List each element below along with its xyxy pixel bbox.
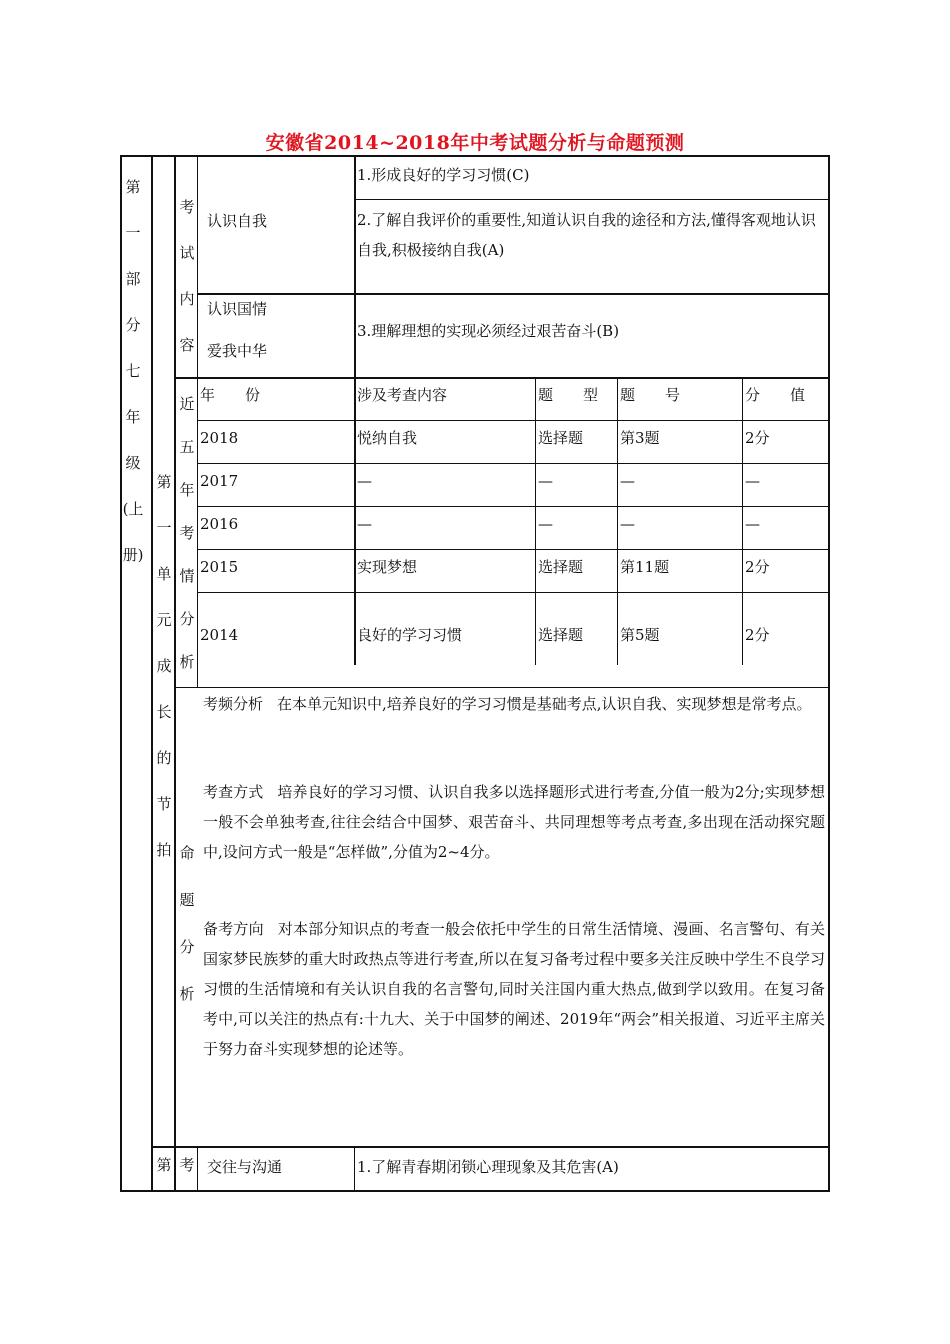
row-line	[151, 1146, 830, 1148]
row-line	[197, 420, 830, 421]
exam-item-2: 2.了解自我评价的重要性,知道认识自我的途径和方法,懂得客观地认识自我,积极接纳自我(A)	[357, 211, 816, 259]
col-line-topic	[354, 157, 356, 665]
freq-text: 在本单元知识中,培养良好的学习习惯是基础考点,认识自我、实现梦想是常考点。	[277, 695, 812, 713]
topic-nation-2: 爱我中华	[207, 342, 268, 360]
method-label: 考查方式	[203, 783, 264, 801]
row-line	[174, 377, 830, 379]
part-label: 第 一 部 分 七 年 级 (上 册)	[122, 178, 144, 564]
header-type: 题 型	[538, 386, 599, 404]
exam-method	[203, 777, 825, 867]
header-number: 题 号	[620, 386, 681, 404]
analysis-label: 命 题 分 析	[179, 844, 195, 1003]
next-topic: 交往与沟通	[207, 1158, 283, 1176]
header-score: 分 值	[745, 386, 806, 404]
header-year: 年 份	[200, 386, 261, 404]
method-text: 培养良好的学习习惯、认识自我多以选择题形式进行考查,分值一般为2分;实现梦想一般不会单独考查,往往会结合中国梦、艰苦奋斗、共同理想等考点考查,多出现在活动探究题中,设问方式一般是“怎样做”,分值为2~4分。	[203, 783, 825, 861]
unit-label: 第 一 单 元 成 长 的 节 拍	[156, 473, 172, 859]
exam-item-3: 3.理解理想的实现必须经过艰苦奋斗(B)	[357, 322, 620, 340]
topic-nation-1: 认识国情	[207, 300, 268, 318]
prep-direction	[203, 914, 825, 1064]
row-line	[197, 506, 830, 507]
topic-self: 认识自我	[207, 212, 268, 230]
prep-label: 备考方向	[203, 920, 264, 938]
next-unit-label: 考	[179, 1156, 195, 1174]
unit2-label: 第	[156, 1156, 172, 1174]
row-line	[197, 549, 830, 550]
exam-item-1: 1.形成良好的学习习惯(C)	[357, 166, 530, 184]
row-line	[197, 293, 830, 295]
next-item: 1.了解青春期闭锁心理现象及其危害(A)	[357, 1158, 619, 1176]
row-line	[197, 592, 830, 593]
row-line	[197, 463, 830, 464]
exam-content-label: 考 试 内 容	[179, 198, 195, 354]
recent-label: 近 五 年 考 情 分 析	[179, 395, 195, 671]
document-title: 安徽省2014~2018年中考试题分析与命题预测	[265, 132, 685, 154]
freq-label: 考频分析	[203, 695, 264, 713]
row-line	[354, 199, 830, 200]
row-line	[174, 687, 830, 688]
header-content: 涉及考查内容	[357, 386, 448, 404]
col-line-topic-next	[354, 1146, 355, 1190]
prep-text: 对本部分知识点的考查一般会依托中学生的日常生活情境、漫画、名言警句、有关国家梦民族梦的重大时政热点等进行考查,所以在复习备考过程中要多关注反映中学生不良学习习惯的生活情境和有关认识自我的名言警句,同时关注国内重大热点,做到学以致用。在复习备考中,可以关注的热点有:十九大、关于中国梦的阐述、2019年“两会”相关报道、习近平主席关于努力奋斗实现梦想的论述等。	[203, 920, 825, 1058]
freq-analysis	[203, 689, 825, 719]
